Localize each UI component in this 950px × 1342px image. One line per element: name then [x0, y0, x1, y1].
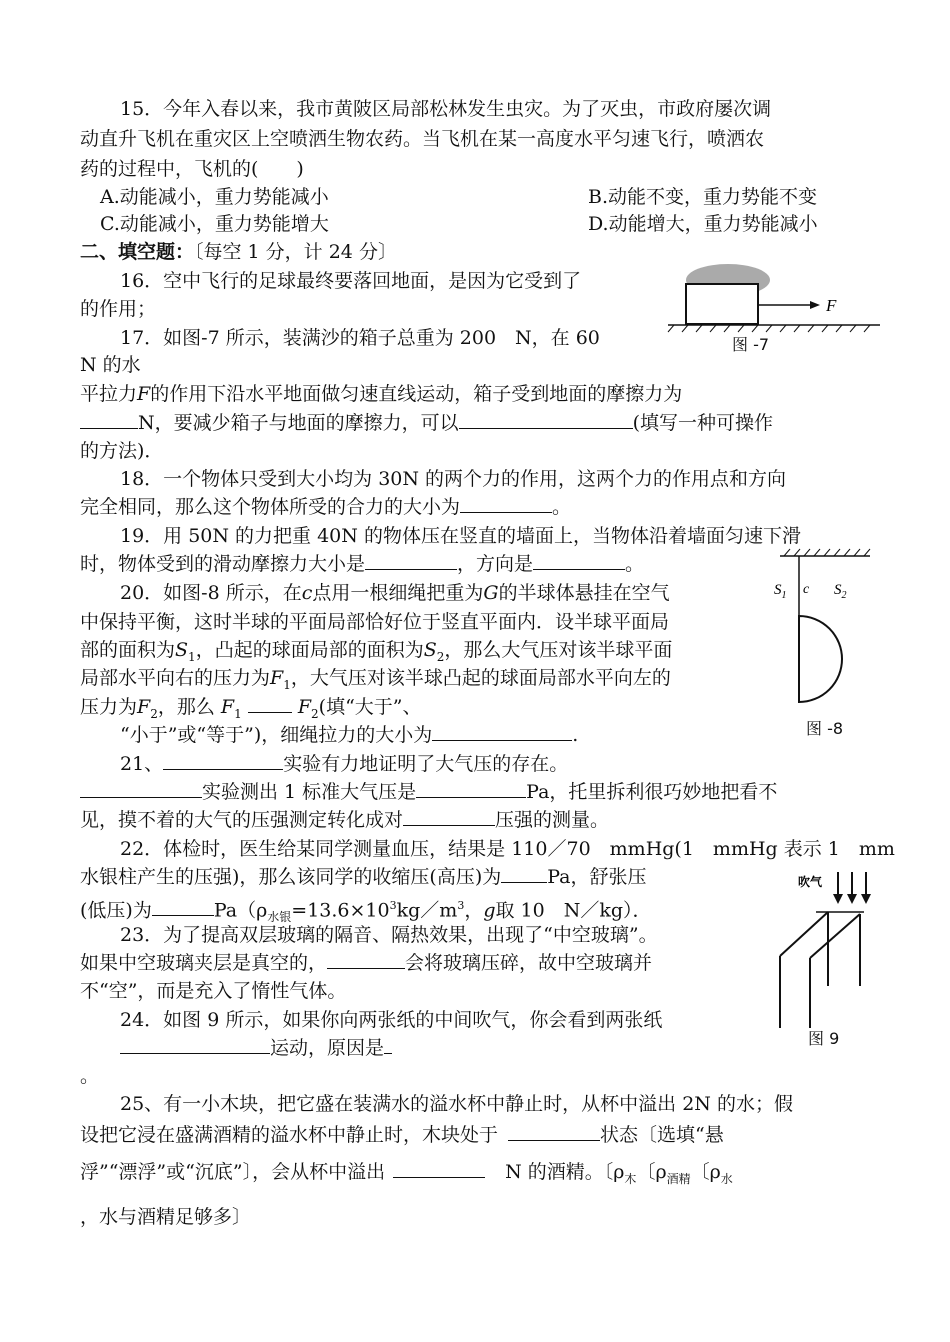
q19-line2-c: 。 [625, 553, 645, 575]
q23-line2 [80, 950, 652, 976]
q20-l5b: ，那么 [157, 696, 215, 718]
force-label: F [826, 296, 837, 315]
ceiling-hatching [784, 549, 870, 556]
q22-g-var: g [483, 899, 496, 922]
q25-blank-alcohol[interactable] [393, 1159, 485, 1178]
hemisphere [799, 616, 842, 702]
q20-s1-var: S [175, 639, 189, 661]
q15-line1: 15．今年入春以来，我市黄陂区局部松林发生虫灾。为了灭虫，市政府屡次调 [120, 98, 772, 120]
q20-l5a: 压力为 [80, 696, 138, 718]
q22-blank-diastolic[interactable] [152, 897, 214, 916]
q17-line4-a: N，要减少箱子与地面的摩擦力，可以 [138, 412, 459, 434]
figure-7-caption: 图 -7 [732, 335, 770, 354]
q19-line2 [80, 551, 644, 577]
q24-line2 [120, 1035, 392, 1061]
q22-l3d: kg／m [396, 899, 458, 922]
q17-force-var: F [137, 383, 151, 405]
q18-line1: 18．一个物体只受到大小均为 30N 的两个力的作用，这两个力的作用点和方向 [120, 468, 787, 490]
q22-exp2: 3 [457, 899, 465, 912]
q20-f1-compare-sub: 1 [234, 706, 242, 721]
q20-l6b: . [572, 724, 579, 746]
q20-f1-sub: 1 [283, 677, 291, 692]
q23-l2a: 如果中空玻璃夹层是真空的， [80, 952, 328, 974]
q21-blank-pressure[interactable] [416, 779, 526, 798]
q15-option-c: C.动能减小，重力势能增大 [100, 213, 329, 235]
q20-l5c: (填“大于”、 [318, 696, 422, 718]
q20-f2-var: F [137, 696, 151, 718]
q22-l2a: 水银柱产生的压强)，那么该同学的收缩压(高压)为 [80, 866, 502, 888]
q20-point-c: c [301, 582, 313, 604]
q21-l1a: 21、 [120, 753, 164, 775]
q22-l3a: (低压)为 [80, 899, 152, 922]
blow-arrow-icon-3 [861, 894, 871, 904]
q19-blank-direction[interactable] [533, 551, 625, 570]
q17-line5: 的方法)． [80, 440, 164, 462]
q22-l3b: Pa（ρ [213, 899, 268, 922]
q21-line2 [80, 779, 777, 805]
q20-s1-sub: 1 [188, 649, 196, 664]
q16-line1: 16．空中飞行的足球最终要落回地面，是因为它受到了 [120, 270, 582, 292]
q25-l3a: 浮”“漂浮”或“沉底”〕，会从杯中溢出 [80, 1161, 386, 1183]
q21-blank-conversion[interactable] [403, 807, 495, 826]
q20-l3a: 部的面积为 [80, 639, 176, 661]
q15-option-b: B.动能不变，重力势能不变 [588, 186, 818, 208]
blow-arrow-icon-1 [833, 894, 843, 904]
q15-line2: 动直升飞机在重灾区上空喷洒生物农药。当飞机在某一高度水平匀速飞行，喷洒农 [80, 128, 765, 150]
q20-blank-tension[interactable] [432, 722, 572, 741]
q25-blank-state[interactable] [508, 1122, 600, 1141]
q25-wood-sub: 木 [624, 1171, 637, 1186]
figure-9 [772, 868, 882, 1030]
q22-blank-systolic[interactable] [501, 864, 547, 883]
q23-blank-cause[interactable] [327, 950, 405, 969]
q24-blank-motion[interactable] [120, 1035, 270, 1054]
q24-blank-reason[interactable] [384, 1035, 392, 1054]
q20-l3b: ，凸起的球面局部的面积为 [195, 639, 424, 661]
q23-line3: 不“空”，而是充入了惰性气体。 [80, 980, 347, 1002]
q20-l1c: 的半球体悬挂在空气 [498, 582, 670, 604]
q15-option-d: D.动能增大，重力势能减小 [588, 213, 818, 235]
q20-s2-sub: 2 [436, 649, 445, 664]
section2-note: 〔每空 1 分，计 24 分〕 [194, 241, 397, 263]
q25-l2b: 状态〔选填“悬 [600, 1124, 724, 1146]
figure-8-caption: 图 -8 [806, 719, 844, 738]
q17-blank-friction[interactable] [80, 410, 138, 429]
ground-hatching [668, 325, 870, 332]
section2-title: 二、填空题： [80, 241, 195, 263]
figure-8 [770, 548, 880, 713]
q24-line1: 24．如图 9 所示，如果你向两张纸的中间吹气，你会看到两张纸 [120, 1009, 663, 1031]
q17-line3 [80, 381, 682, 407]
q25-line1: 25、有一小木块，把它盛在装满水的溢水杯中静止时，从杯中溢出 2N 的水；假 [120, 1093, 793, 1115]
q20-line4 [80, 665, 671, 698]
q17-line3-a: 平拉力 [80, 383, 138, 405]
q24-l2a: 运动，原因是 [270, 1037, 385, 1059]
q20-f2-compare-var: F [297, 696, 312, 718]
q19-line1: 19．用 50N 的力把重 40N 的物体压在竖直的墙面上，当物体沿着墙面匀速下滑 [120, 525, 801, 547]
q25-rho2: 〔ρ [636, 1161, 667, 1183]
q20-l3c: ，那么大气压对该半球平面 [444, 639, 673, 661]
box [686, 284, 758, 324]
q25-rho3: 〔ρ [690, 1161, 721, 1183]
q22-line1: 22．体检时，医生给某同学测量血压，结果是 110／70 mmHg(1 mmHg 表示 1 mm [120, 838, 895, 860]
q17-line3-b: 的作用下沿水平地面做匀速直线运动，箱子受到地面的摩擦力为 [150, 383, 683, 405]
q19-blank-magnitude[interactable] [365, 551, 457, 570]
q20-l1b: 点用一根细绳把重为 [312, 582, 484, 604]
paper-sheets [780, 912, 864, 1028]
blow-arrow-icon-2 [847, 894, 857, 904]
q21-l1b: 实验有力地证明了大气压的存在。 [283, 753, 569, 775]
q17-blank-method[interactable] [459, 410, 633, 429]
figure-9-caption: 图 9 [808, 1029, 840, 1048]
q18-line2-b: 。 [552, 496, 572, 518]
q20-line6 [120, 722, 578, 748]
q17-line4 [80, 410, 773, 436]
label-s1: $S_1$ [774, 582, 787, 601]
q23-l2b: 会将玻璃压碎，故中空玻璃并 [405, 952, 653, 974]
q15-option-a: A.动能减小，重力势能减小 [100, 186, 329, 208]
q24-line3: 。 [80, 1065, 100, 1087]
q19-line2-a: 时，物体受到的滑动摩擦力大小是 [80, 553, 366, 575]
q23-line1: 23．为了提高双层玻璃的隔音、隔热效果，出现了“中空玻璃”。 [120, 924, 658, 946]
arrow-head-icon [810, 301, 820, 309]
q17-line2: N 的水 [80, 354, 141, 376]
q21-l2b: Pa，托里拆利很巧妙地把看不 [526, 781, 778, 803]
q20-f2-sub: 2 [150, 706, 158, 721]
q22-l2b: Pa，舒张压 [547, 866, 647, 888]
q22-line2 [80, 864, 647, 890]
q21-line3 [80, 807, 609, 833]
q20-s2-var: S [423, 639, 437, 661]
q22-l3f: 取 10 N／kg）． [495, 899, 652, 922]
q20-line2: 中保持平衡，这时半球的平面局部恰好位于竖直平面内．设半球平面局 [80, 611, 670, 633]
label-s2: $S_2$ [834, 582, 847, 601]
q25-line4: ，水与酒精足够多〕 [80, 1206, 252, 1228]
q21-l3b: 压强的测量。 [495, 809, 610, 831]
q25-water-sub: 水 [720, 1171, 733, 1186]
label-c: c [803, 582, 810, 597]
q18-blank-resultant[interactable] [460, 494, 552, 513]
q22-l3c: =13.6×10 [291, 899, 390, 922]
q21-blank-measure-experiment[interactable] [80, 779, 202, 798]
q20-blank-compare[interactable] [248, 694, 292, 713]
figure-7 [660, 248, 900, 358]
q21-l3a: 见，摸不着的大气的压强测定转化成对 [80, 809, 404, 831]
q21-blank-experiment[interactable] [163, 751, 283, 770]
q20-l1a: 20．如图-8 所示，在 [120, 582, 302, 604]
section2-heading [80, 239, 397, 265]
q20-l4b: ，大气压对该半球凸起的球面局部水平向左的 [290, 667, 671, 689]
q22-l3e: ， [464, 899, 484, 922]
q20-line1 [120, 580, 670, 606]
q25-line2 [80, 1122, 724, 1148]
q20-f1-compare-var: F [220, 696, 235, 718]
q25-l3b: N 的酒精。〔ρ [505, 1161, 625, 1183]
q17-line1: 17．如图-7 所示，装满沙的箱子总重为 200 N，在 60 [120, 327, 600, 349]
q25-line3 [80, 1159, 733, 1192]
q18-line2-a: 完全相同，那么这个物体所受的合力的大小为 [80, 496, 461, 518]
q22-rho-sub: 水银 [267, 910, 292, 925]
q20-f2-compare-sub: 2 [311, 706, 319, 721]
q20-f1-var: F [270, 667, 284, 689]
q21-l2a: 实验测出 1 标准大气压是 [202, 781, 417, 803]
q25-alcohol-sub: 酒精 [666, 1171, 691, 1186]
q20-l4a: 局部水平向右的压力为 [80, 667, 271, 689]
q17-line4-b: (填写一种可操作 [632, 412, 774, 434]
q25-l2a: 设把它浸在盛满酒精的溢水杯中静止时，木块处于 [80, 1124, 499, 1146]
q16-line2: 的作用； [80, 298, 157, 320]
q20-l6a: “小于”或“等于”)，细绳拉力的大小为 [120, 724, 433, 746]
q19-line2-b: ，方向是 [457, 553, 534, 575]
q20-weight-g: G [483, 582, 499, 604]
q21-line1 [120, 751, 568, 777]
q18-line2 [80, 494, 571, 520]
q22-exp: 3 [389, 899, 397, 912]
blow-label: 吹气 [798, 875, 823, 889]
q15-line3: 药的过程中，飞机的( ) [80, 158, 304, 180]
